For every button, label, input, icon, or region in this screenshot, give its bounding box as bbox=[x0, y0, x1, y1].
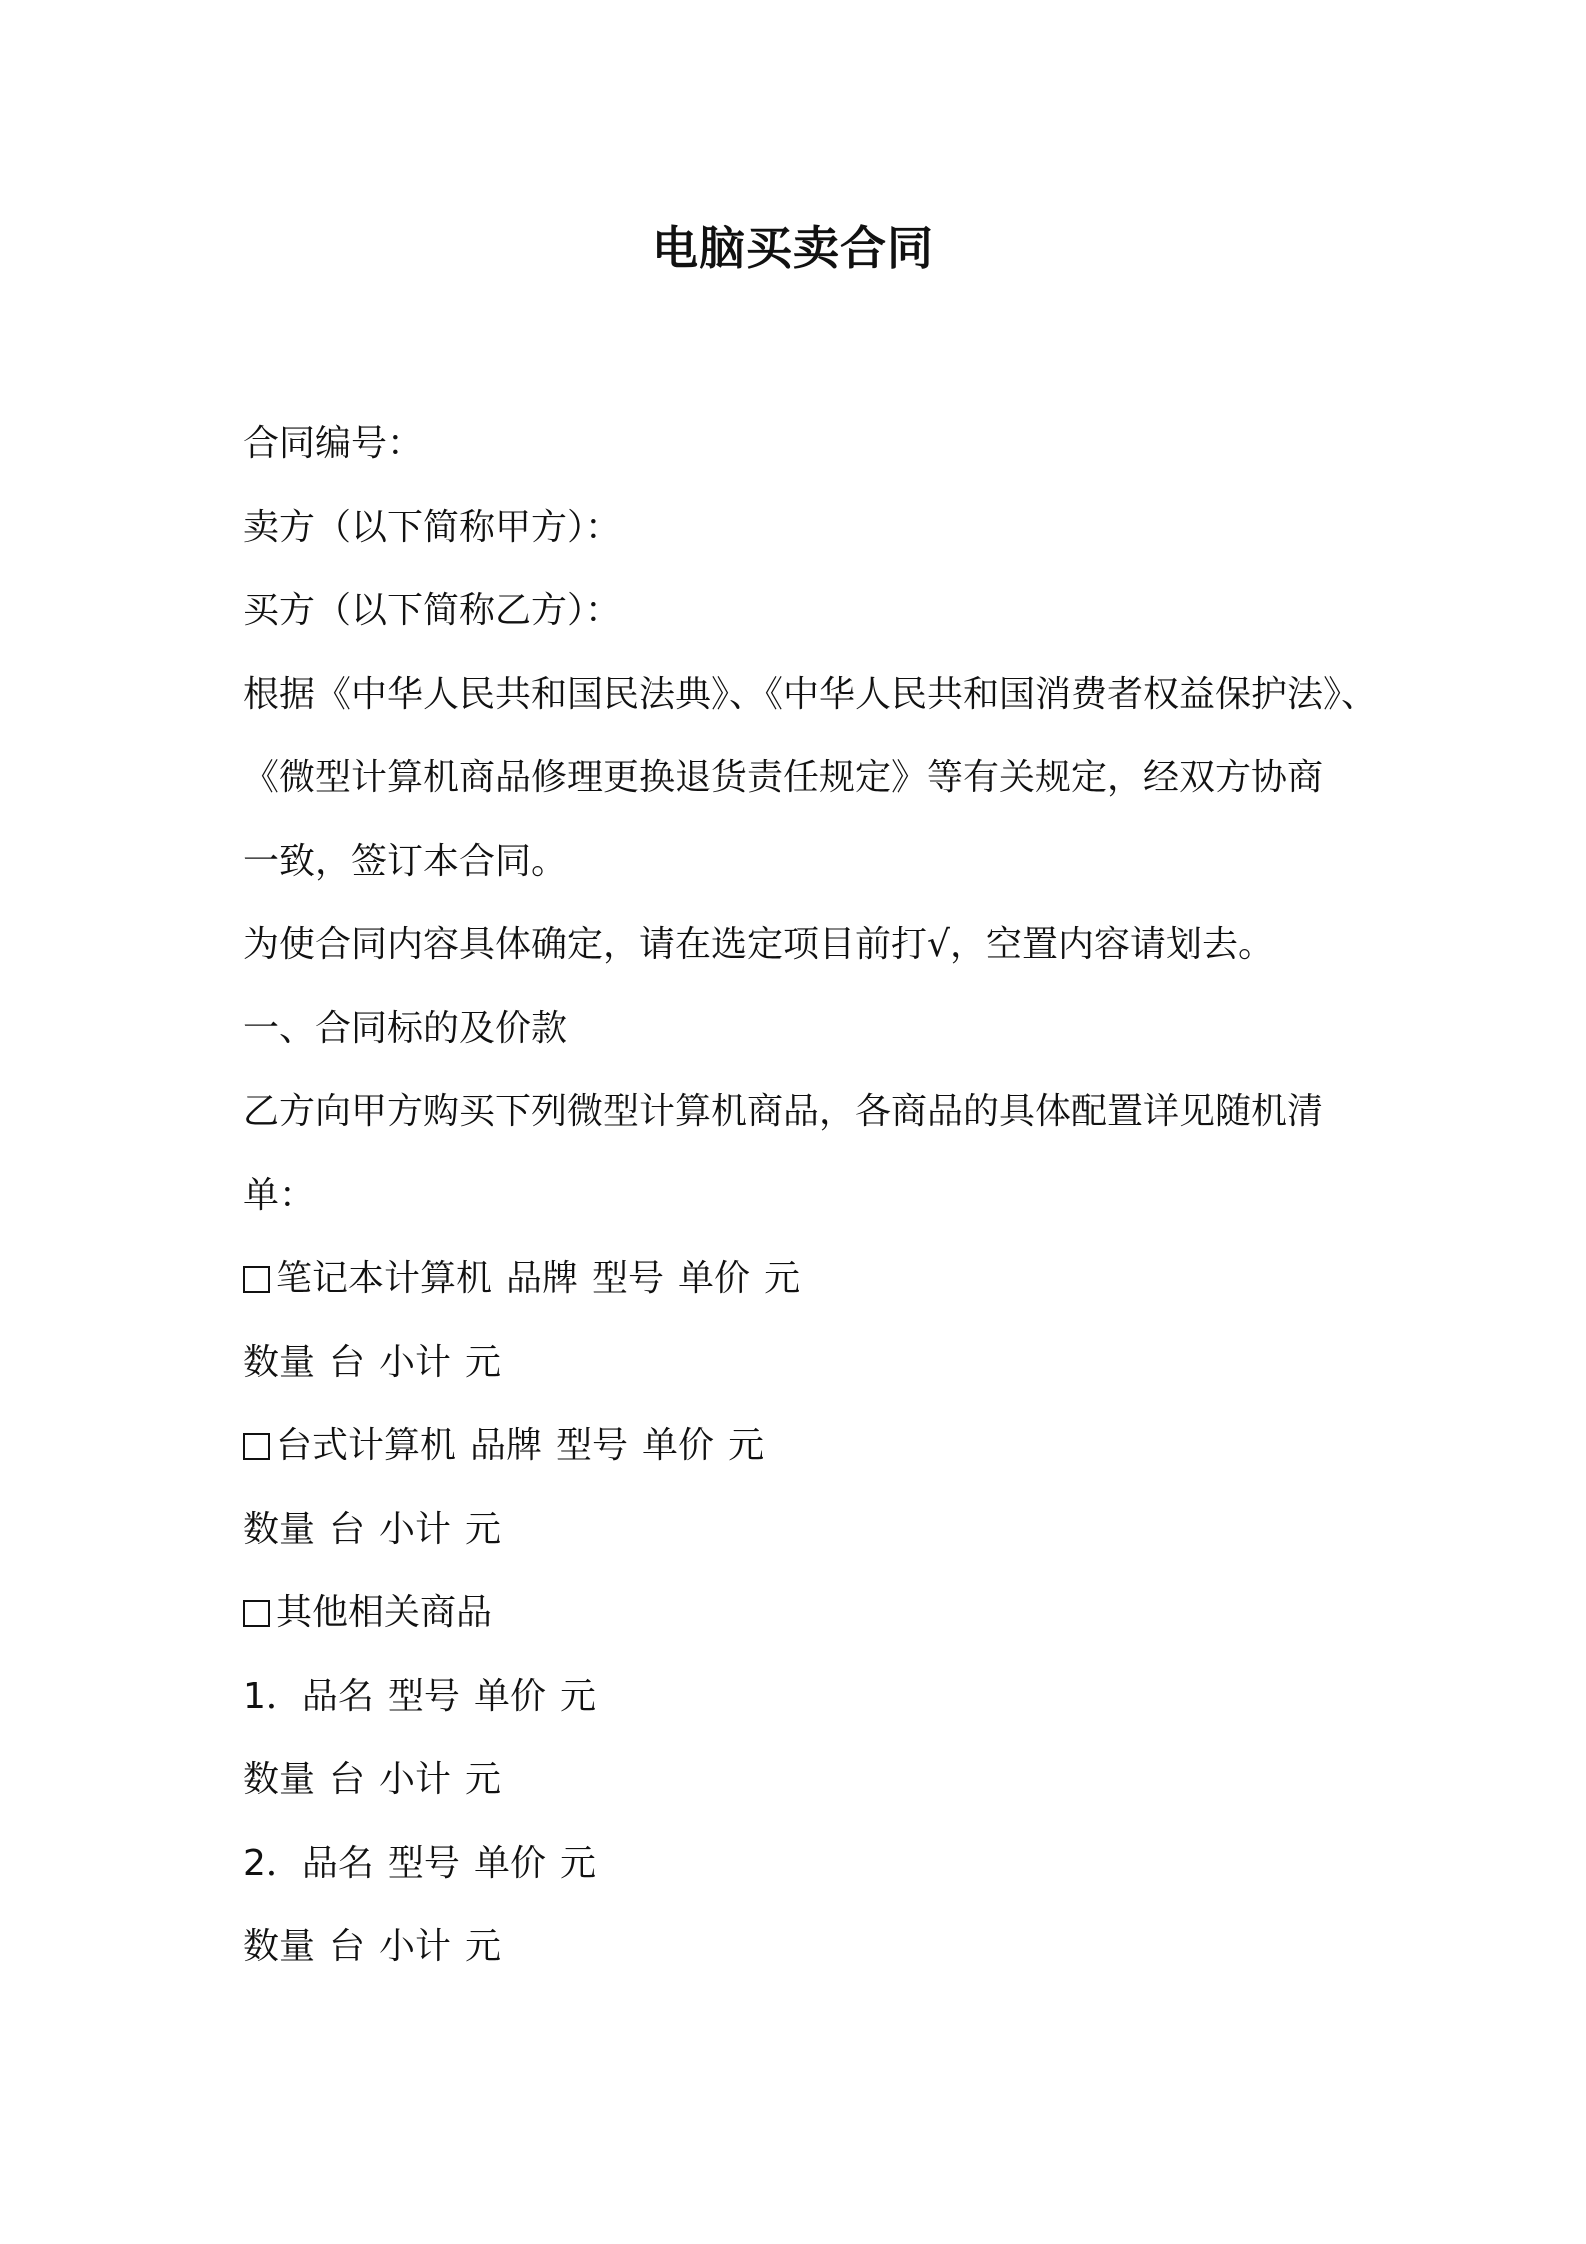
buyer-line: 买方（以下简称乙方）： bbox=[243, 590, 622, 631]
document-title: 电脑买卖合同 bbox=[652, 221, 934, 275]
seller-line: 卖方（以下简称甲方）： bbox=[243, 506, 622, 548]
laptop-line bbox=[243, 1237, 1353, 1321]
other-item-1-qty-label: 数量 bbox=[243, 1759, 316, 1800]
instruction-line: 为使合同内容具体确定，请在选定项目前打√，空置内容请划去。 bbox=[243, 924, 1274, 965]
desktop-name: 台式计算机 bbox=[276, 1425, 457, 1466]
desktop-model-label: 型号 bbox=[556, 1425, 629, 1466]
other-item-2-subtotal-label: 小计 bbox=[379, 1926, 452, 1967]
desktop-brand-label: 品牌 bbox=[470, 1425, 543, 1466]
other-item-2-subtotal-currency: 元 bbox=[465, 1926, 502, 1967]
other-item-2-unit-label: 台 bbox=[329, 1926, 366, 1967]
section-1-intro-line-2: 单： bbox=[243, 1174, 316, 1216]
other-item-1-index: 1． bbox=[243, 1675, 302, 1717]
desktop-subtotal-currency: 元 bbox=[465, 1508, 502, 1550]
laptop-unit-label: 台 bbox=[329, 1341, 366, 1383]
other-item-1-line bbox=[243, 1655, 1353, 1739]
laptop-model-label: 型号 bbox=[592, 1258, 665, 1299]
desktop-line bbox=[243, 1404, 1353, 1488]
desktop-subtotal-label: 小计 bbox=[379, 1508, 452, 1550]
laptop-subtotal-label: 小计 bbox=[379, 1341, 452, 1383]
laptop-brand-label: 品牌 bbox=[506, 1258, 579, 1299]
other-item-2-currency: 元 bbox=[559, 1842, 596, 1884]
other-item-1-subtotal-currency: 元 bbox=[465, 1759, 502, 1800]
desktop-checkbox[interactable] bbox=[243, 1433, 270, 1460]
basis-line-2: 《微型计算机商品修理更换退货责任规定》等有关规定，经双方协商 bbox=[243, 757, 1324, 798]
other-goods-line bbox=[243, 1571, 1353, 1655]
other-item-2-name-label: 品名 bbox=[301, 1842, 374, 1884]
other-item-2-index: 2． bbox=[243, 1842, 302, 1884]
other-item-2-unit-price-label: 单价 bbox=[473, 1842, 546, 1884]
other-item-1-model-label: 型号 bbox=[387, 1675, 460, 1717]
other-item-1-name-label: 品名 bbox=[301, 1675, 374, 1717]
desktop-unit-label: 台 bbox=[329, 1508, 366, 1550]
other-item-1-qty-line bbox=[243, 1738, 1353, 1822]
other-goods-heading: 其他相关商品 bbox=[276, 1592, 493, 1633]
laptop-checkbox[interactable] bbox=[243, 1266, 270, 1293]
other-item-2-qty-line bbox=[243, 1905, 1353, 1989]
laptop-subtotal-currency: 元 bbox=[465, 1341, 502, 1383]
basis-line-3: 一致，签订本合同。 bbox=[243, 840, 568, 882]
laptop-unit-price-label: 单价 bbox=[678, 1258, 751, 1299]
other-item-1-subtotal-label: 小计 bbox=[379, 1759, 452, 1800]
desktop-unit-price-label: 单价 bbox=[642, 1425, 715, 1466]
laptop-qty-line bbox=[243, 1321, 1353, 1405]
other-goods-checkbox[interactable] bbox=[243, 1600, 270, 1627]
document-body bbox=[243, 402, 1378, 1989]
other-item-1-currency: 元 bbox=[559, 1675, 596, 1717]
other-item-2-line bbox=[243, 1822, 1353, 1906]
desktop-currency-label: 元 bbox=[728, 1425, 765, 1466]
contract-number-line: 合同编号： bbox=[243, 423, 424, 464]
laptop-currency-label: 元 bbox=[764, 1258, 801, 1299]
basis-line-1: 根据《中华人民共和国民法典》、《中华人民共和国消费者权益保护法》、 bbox=[243, 673, 1378, 715]
section-1-intro-line-1: 乙方向甲方购买下列微型计算机商品，各商品的具体配置详见随机清 bbox=[243, 1091, 1324, 1132]
other-item-1-unit-price-label: 单价 bbox=[473, 1675, 546, 1717]
other-item-1-unit-label: 台 bbox=[329, 1759, 366, 1800]
section-1-heading: 一、合同标的及价款 bbox=[243, 1007, 568, 1049]
desktop-qty-label: 数量 bbox=[243, 1508, 316, 1550]
other-item-2-model-label: 型号 bbox=[387, 1842, 460, 1884]
laptop-name: 笔记本计算机 bbox=[276, 1258, 493, 1299]
desktop-qty-line bbox=[243, 1488, 1353, 1572]
other-item-2-qty-label: 数量 bbox=[243, 1926, 316, 1967]
laptop-qty-label: 数量 bbox=[243, 1341, 316, 1383]
